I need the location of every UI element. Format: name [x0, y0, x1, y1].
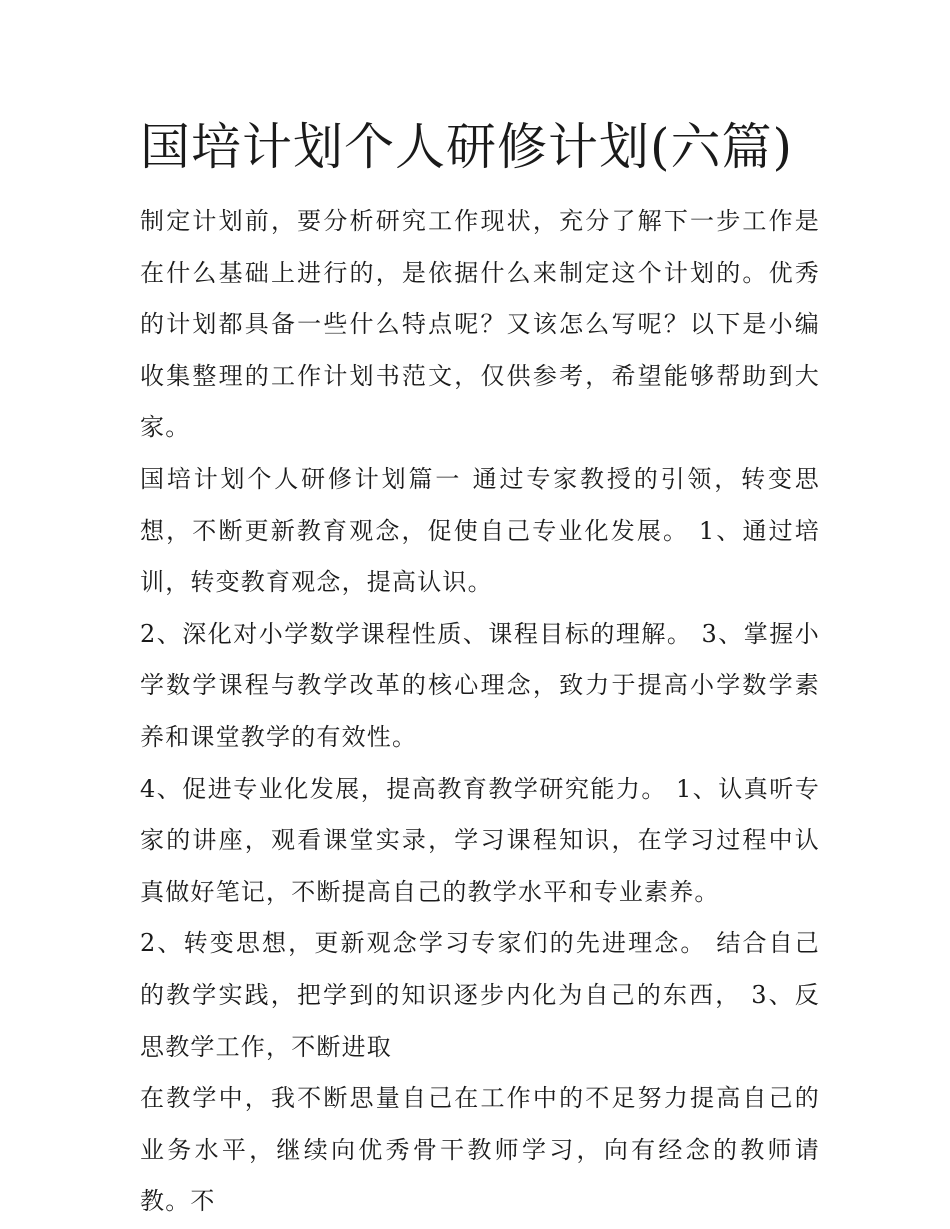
document-body: [140, 196, 820, 1228]
paragraph-goals-2-3: 2、深化对小学数学课程性质、课程目标的理解。 3、掌握小学数学课程与教学改革的核心理念，致力于提高小学数学素养和课堂教学的有效性。: [140, 619, 820, 751]
paragraph-section-one: 国培计划个人研修计划篇一 通过专家教授的引领，转变思想，不断更新教育观念，促使自己专业化发展。 1、通过培训，转变教育观念，提高认识。: [140, 464, 820, 597]
paragraph-change-thinking: 2、转变思想，更新观念学习专家们的先进理念。 结合自己的教学实践，把学到的知识逐步内化为自己的东西， 3、反思教学工作，不断进取: [140, 929, 820, 1061]
page-title: 国培计划个人研修计划(六篇): [140, 118, 794, 176]
paragraph-intro: 制定计划前，要分析研究工作现状，充分了解下一步工作是在什么基础上进行的，是依据什么来制定这个计划的。优秀的计划都具备一些什么特点呢？又该怎么写呢？以下是小编收集整理的工作计划书范文，仅供参考，希望能够帮助到大家。: [140, 207, 820, 442]
paragraph-teaching-reflection: 在教学中，我不断思量自己在工作中的不足努力提高自己的业务水平，继续向优秀骨干教师学习，向有经念的教师请教。不: [140, 1084, 820, 1216]
paragraph-goal-4: 4、促进专业化发展，提高教育教学研究能力。 1、认真听专家的讲座，观看课堂实录，学习课程知识，在学习过程中认真做好笔记，不断提高自己的教学水平和专业素养。: [140, 774, 820, 906]
